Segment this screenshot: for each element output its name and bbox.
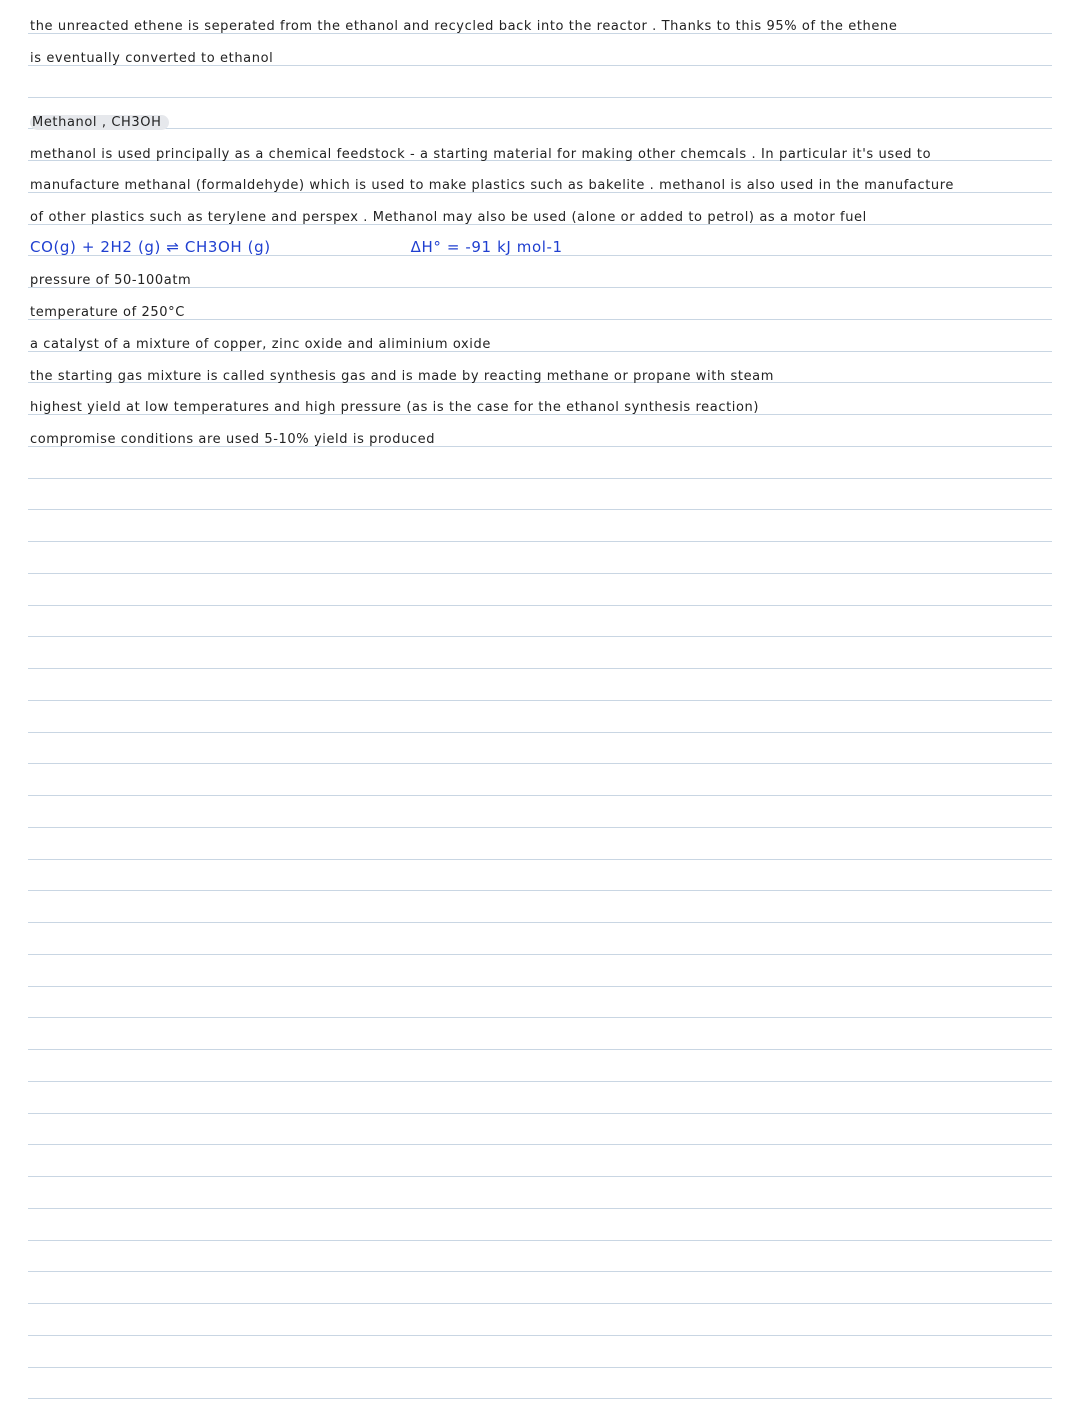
ruled-line xyxy=(28,1271,1052,1272)
ruled-line xyxy=(28,97,1052,98)
note-line: of other plastics such as terylene and perspex . Methanol may also be used (alone or added to petrol) as a motor fuel xyxy=(30,210,867,225)
ruled-line xyxy=(28,1398,1052,1399)
ruled-line xyxy=(28,478,1052,479)
equation-reaction: CO(g) + 2H2 (g) ⇌ CH3OH (g) xyxy=(30,238,271,256)
ruled-line xyxy=(28,636,1052,637)
equation-enthalpy: ΔH° = -91 kJ mol-1 xyxy=(410,238,563,256)
ruled-line xyxy=(28,1017,1052,1018)
ruled-line xyxy=(28,795,1052,796)
note-line: the unreacted ethene is seperated from the ethanol and recycled back into the reactor . Thanks to this 95% of the ethene xyxy=(30,19,898,34)
section-heading-text: Methanol , CH3OH xyxy=(30,115,169,130)
ruled-line xyxy=(28,890,1052,891)
ruled-line xyxy=(28,1367,1052,1368)
note-line: highest yield at low temperatures and high pressure (as is the case for the ethanol synthesis reaction) xyxy=(30,400,760,415)
ruled-line xyxy=(28,1113,1052,1114)
note-line: the starting gas mixture is called synthesis gas and is made by reacting methane or propane with steam xyxy=(30,369,775,384)
ruled-line xyxy=(28,1049,1052,1050)
ruled-line xyxy=(28,1208,1052,1209)
ruled-line xyxy=(28,1303,1052,1304)
ruled-line xyxy=(28,541,1052,542)
ruled-line xyxy=(28,700,1052,701)
note-line: compromise conditions are used 5-10% yield is produced xyxy=(30,432,436,447)
note-line: pressure of 50-100atm xyxy=(30,273,192,288)
ruled-line xyxy=(28,605,1052,606)
ruled-line xyxy=(28,827,1052,828)
ruled-line xyxy=(28,859,1052,860)
ruled-line xyxy=(28,986,1052,987)
ruled-line xyxy=(28,509,1052,510)
ruled-line xyxy=(28,668,1052,669)
ruled-line xyxy=(28,1240,1052,1241)
note-line: manufacture methanal (formaldehyde) which is used to make plastics such as bakelite . methanol is also used in the manufacture xyxy=(30,178,955,193)
ruled-line xyxy=(28,1335,1052,1336)
ruled-line xyxy=(28,573,1052,574)
section-heading xyxy=(30,114,169,132)
ruled-line xyxy=(28,763,1052,764)
ruled-line xyxy=(28,1144,1052,1145)
note-line: a catalyst of a mixture of copper, zinc oxide and aliminium oxide xyxy=(30,337,491,352)
ruled-line xyxy=(28,732,1052,733)
reaction-equation xyxy=(30,238,563,256)
ruled-line xyxy=(28,1081,1052,1082)
note-line: is eventually converted to ethanol xyxy=(30,51,274,66)
ruled-line xyxy=(28,1176,1052,1177)
ruled-line xyxy=(28,922,1052,923)
ruled-line xyxy=(28,954,1052,955)
ruled-line xyxy=(28,128,1052,129)
note-line: methanol is used principally as a chemical feedstock - a starting material for making other chemcals . In particular it's used to xyxy=(30,147,932,162)
note-line: temperature of 250°C xyxy=(30,305,185,320)
